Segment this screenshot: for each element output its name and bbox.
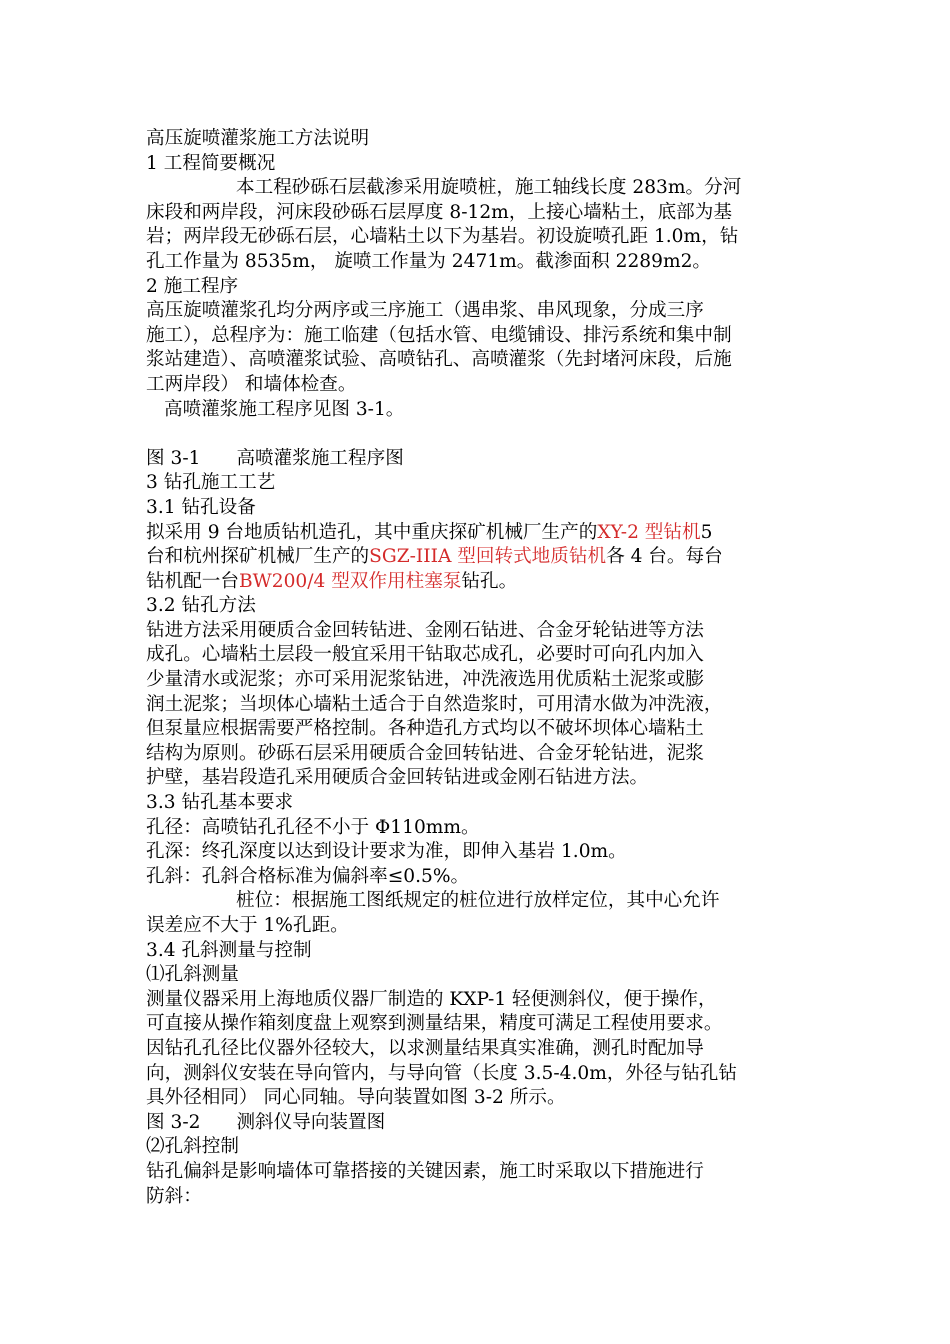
subheading: ⑵孔斜控制 bbox=[146, 1136, 239, 1158]
paragraph-line: 但泵量应根据需要严格控制。各种造孔方式均以不破坏坝体心墙粘土 bbox=[146, 718, 704, 740]
paragraph-line: 少量清水或泥浆；亦可采用泥浆钻进，冲洗液选用优质粘土泥浆或膨 bbox=[146, 669, 704, 691]
paragraph-line: 本工程砂砾石层截渗采用旋喷桩，施工轴线长度 283m。分河 bbox=[236, 177, 742, 199]
highlight-xy2-drill: XY-2 型钻机 bbox=[597, 521, 701, 543]
document-page bbox=[146, 127, 816, 1209]
figure-reference: 高喷灌浆施工程序见图 3-1。 bbox=[164, 398, 405, 420]
blank-line bbox=[146, 422, 816, 447]
highlight-sgz-drill: SGZ-IIIA 型回转式地质钻机 bbox=[369, 546, 607, 568]
paragraph-line: 施工），总程序为：施工临建（包括水管、电缆铺设、排污系统和集中制 bbox=[146, 324, 732, 346]
figure-caption-3-1 bbox=[146, 447, 816, 472]
paragraph-line: 钻进方法采用硬质合金回转钻进、金刚石钻进、合金牙轮钻进等方法 bbox=[146, 619, 704, 641]
paragraph-line: 浆站建造）、高喷灌浆试验、高喷钻孔、高喷灌浆（先封堵河床段，后施 bbox=[146, 349, 732, 371]
paragraph-line: 拟采用 9 台地质钻机造孔，其中重庆探矿机械厂生产的XY-2 型钻机5 bbox=[146, 521, 713, 543]
paragraph-line: 床段和两岸段，河床段砂砾石层厚度 8-12m，上接心墙粘土，底部为基 bbox=[146, 201, 732, 223]
heading-3-2: 3.2 钻孔方法 bbox=[146, 595, 256, 617]
subheading: ⑴孔斜测量 bbox=[146, 964, 239, 986]
paragraph-line: 台和杭州探矿机械厂生产的SGZ-IIIA 型回转式地质钻机各 4 台。每台 bbox=[146, 546, 723, 568]
figure-number: 图 3-1 bbox=[146, 447, 201, 469]
paragraph-line: 工两岸段） 和墙体检查。 bbox=[146, 373, 357, 395]
heading-2: 2 施工程序 bbox=[146, 275, 239, 297]
paragraph-line: 向，测斜仪安装在导向管内，与导向管（长度 3.5-4.0m，外径与钻孔钻 bbox=[146, 1062, 737, 1084]
paragraph-line: 测量仪器采用上海地质仪器厂制造的 KXP-1 轻便测斜仪，便于操作， bbox=[146, 988, 717, 1010]
heading-3-1: 3.1 钻孔设备 bbox=[146, 496, 256, 518]
paragraph-line: 护壁，基岩段造孔采用硬质合金回转钻进或金刚石钻进方法。 bbox=[146, 767, 649, 789]
heading-1: 1 工程简要概况 bbox=[146, 152, 276, 174]
requirement-line: 孔斜：孔斜合格标准为偏斜率≤0.5%。 bbox=[146, 865, 470, 887]
paragraph-line: 润土泥浆；当坝体心墙粘土适合于自然造浆时，可用清水做为冲洗液， bbox=[146, 693, 723, 715]
paragraph-line: 钻机配一台BW200/4 型双作用柱塞泵钻孔。 bbox=[146, 570, 518, 592]
heading-3: 3 钻孔施工工艺 bbox=[146, 472, 276, 494]
paragraph-line: 误差应不大于 1%孔距。 bbox=[146, 915, 349, 936]
heading-3-3: 3.3 钻孔基本要求 bbox=[146, 792, 294, 814]
requirement-line: 孔径：高喷钻孔孔径不小于 Φ110mm。 bbox=[146, 816, 480, 838]
paragraph-line: 具外径相同） 同心同轴。导向装置如图 3-2 所示。 bbox=[146, 1087, 566, 1109]
heading-3-4: 3.4 孔斜测量与控制 bbox=[146, 939, 312, 961]
figure-number: 图 3-2 bbox=[146, 1111, 201, 1133]
paragraph-line: 岩；两岸段无砂砾石层，心墙粘土以下为基岩。初设旋喷孔距 1.0m，钻 bbox=[146, 226, 739, 248]
paragraph-line: 钻孔偏斜是影响墙体可靠搭接的关键因素，施工时采取以下措施进行 bbox=[146, 1160, 704, 1182]
paragraph-line: 因钻孔孔径比仪器外径较大，以求测量结果真实准确，测孔时配加导 bbox=[146, 1037, 704, 1059]
paragraph-line: 成孔。心墙粘土层段一般宜采用干钻取芯成孔，必要时可向孔内加入 bbox=[146, 644, 704, 666]
figure-title: 高喷灌浆施工程序图 bbox=[236, 447, 404, 469]
figure-caption-3-2 bbox=[146, 1111, 816, 1136]
paragraph-line: 可直接从操作箱刻度盘上观察到测量结果，精度可满足工程使用要求。 bbox=[146, 1013, 723, 1035]
paragraph-line: 结构为原则。砂砾石层采用硬质合金回转钻进、合金牙轮钻进，泥浆 bbox=[146, 742, 704, 764]
paragraph-line: 高压旋喷灌浆孔均分两序或三序施工（遇串浆、串风现象，分成三序 bbox=[146, 300, 704, 322]
paragraph-line: 防斜： bbox=[146, 1185, 202, 1207]
figure-title: 测斜仪导向装置图 bbox=[236, 1111, 386, 1133]
highlight-bw200-pump: BW200/4 型双作用柱塞泵 bbox=[238, 570, 462, 592]
doc-title: 高压旋喷灌浆施工方法说明 bbox=[146, 128, 370, 149]
paragraph-line: 孔工作量为 8535m， 旋喷工作量为 2471m。截渗面积 2289m2。 bbox=[146, 250, 712, 272]
requirement-line: 孔深：终孔深度以达到设计要求为准，即伸入基岩 1.0m。 bbox=[146, 841, 627, 863]
paragraph-line: 桩位：根据施工图纸规定的桩位进行放样定位，其中心允许 bbox=[236, 890, 720, 912]
